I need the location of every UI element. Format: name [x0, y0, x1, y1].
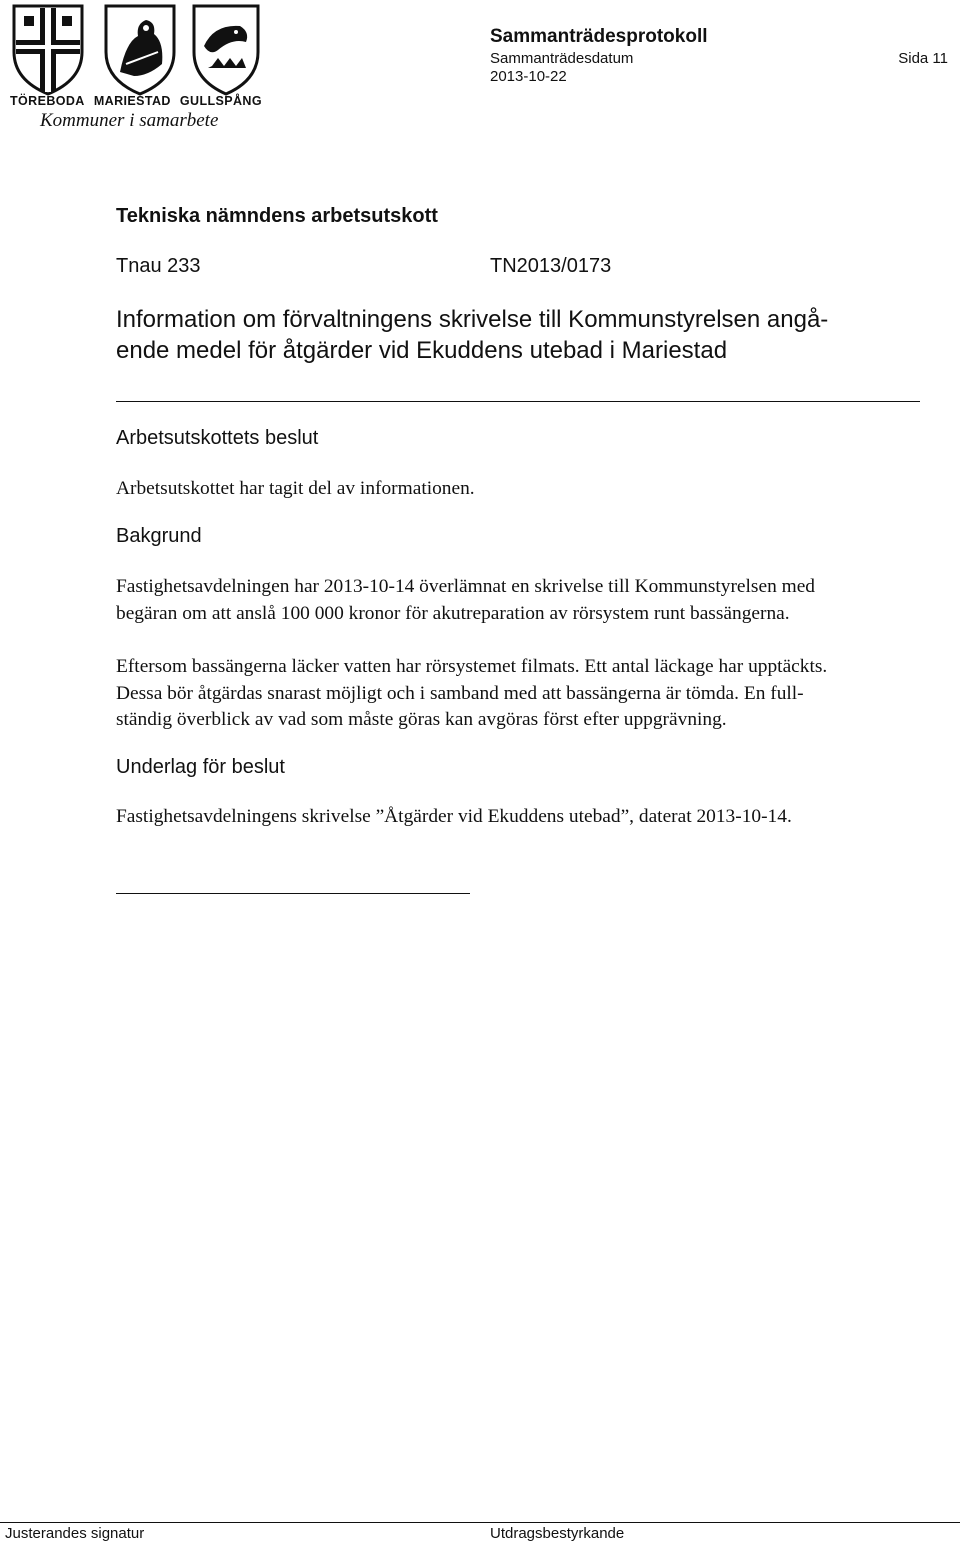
background-paragraph-1 — [116, 574, 815, 627]
municipal-logo — [8, 2, 262, 132]
text-line: Arbetsutskottet har tagit del av informationen. — [116, 478, 475, 499]
basis-text — [116, 804, 792, 831]
section-title-background: Bakgrund — [116, 525, 202, 547]
meeting-date: 2013-10-22 — [490, 68, 567, 85]
committee-name: Tekniska nämndens arbetsutskott — [116, 205, 438, 227]
logo-name-toreboda: TÖREBODA — [10, 94, 85, 108]
text-line: Fastighetsavdelningen har 2013-10-14 överlämnat en skrivelse till Kommunstyrelsen med — [116, 576, 815, 597]
logo-municipality-names — [10, 94, 262, 108]
extract-certification-label: Utdragsbestyrkande — [490, 1525, 625, 1542]
matter-heading — [116, 304, 926, 366]
text-line: Dessa bör åtgärdas snarast möjligt och i samband med att bassängerna är tömda. En full- — [116, 682, 804, 704]
mariestad-shield-icon — [106, 6, 174, 94]
logo-name-gullspang: GULLSPÅNG — [179, 94, 262, 108]
heading-divider — [116, 401, 920, 402]
decision-text — [116, 476, 475, 503]
case-number: TN2013/0173 — [490, 255, 612, 277]
section-title-decision: Arbetsutskottets beslut — [116, 427, 319, 449]
toreboda-shield-icon — [14, 6, 82, 94]
text-line: Eftersom bassängerna läcker vatten har rörsystemet filmats. Ett antal läckage har upptäckts. — [116, 656, 828, 677]
section-title-basis: Underlag för beslut — [116, 756, 285, 778]
footer-divider — [0, 1522, 960, 1523]
gullspang-shield-icon — [194, 6, 258, 94]
logo-tagline: Kommuner i samarbete — [40, 110, 219, 131]
page-number: Sida 11 — [898, 50, 948, 67]
protocol-title: Sammanträdesprotokoll — [490, 26, 708, 47]
heading-line: ende medel för åtgärder vid Ekuddens utebad i Mariestad — [116, 337, 728, 364]
meeting-date-label: Sammanträdesdatum — [490, 50, 634, 67]
text-line: Fastighetsavdelningens skrivelse ”Åtgärder vid Ekuddens utebad”, daterat 2013-10-14. — [116, 806, 792, 827]
background-paragraph-2 — [116, 654, 827, 734]
end-of-paragraph-rule — [116, 893, 470, 894]
logo-name-mariestad: MARIESTAD — [93, 94, 171, 108]
text-line: begäran om att anslå 100 000 kronor för akutreparation av rörsystem runt bassängerna. — [116, 602, 790, 624]
paragraph-number: Tnau 233 — [116, 255, 201, 277]
text-line: ständig överblick av vad som måste göras kan avgöras först efter uppgrävning. — [116, 709, 727, 730]
signature-label: Justerandes signatur — [5, 1525, 145, 1542]
heading-line: Information om förvaltningens skrivelse till Kommunstyrelsen angå- — [116, 306, 829, 333]
